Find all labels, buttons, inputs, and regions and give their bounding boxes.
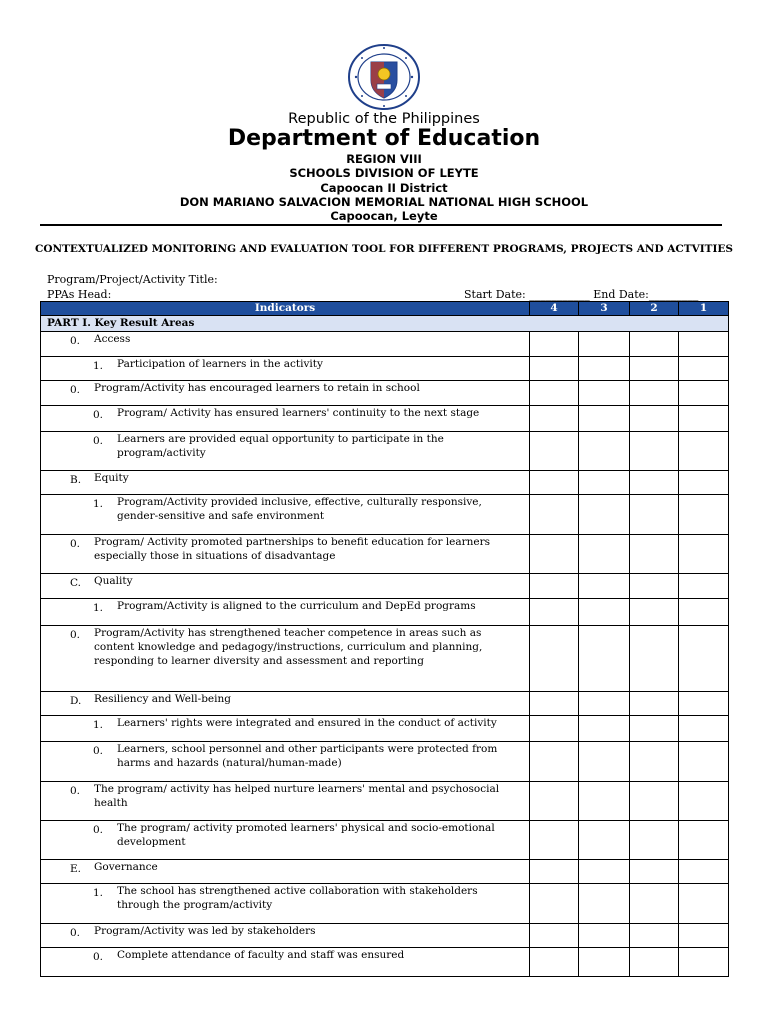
indicator-number: 0. [70,629,81,641]
indicator-cell [41,332,530,357]
evaluation-table [40,301,729,977]
indicator-text: Program/Activity has strengthened teacher competence in areas such as content knowledge and pedagogy/instructions, curriculum and planning, responding to learner diversity and assessment and reporting [94,627,483,667]
town-heading: Capoocan, Leyte [330,209,438,223]
indicator-row [41,599,729,626]
indicator-text: Program/ Activity promoted partnerships to benefit education for learners especially those in situations of disadvantage [94,536,491,562]
score-cell-1[interactable] [679,535,729,574]
indicator-row [41,626,729,692]
score-cell-3[interactable] [579,406,630,432]
score-cell-1[interactable] [679,599,729,626]
indicator-number: 0. [70,384,81,396]
score-cell-1[interactable] [679,924,729,948]
score-cell-3[interactable] [579,471,630,495]
indicator-text: Learners' rights were integrated and ensured in the conduct of activity [117,717,497,729]
score-cell-3[interactable] [579,782,630,821]
indicator-number: 0. [70,927,81,939]
score-cell-3[interactable] [579,357,630,381]
score-cell-2[interactable] [630,948,679,977]
indicator-row [41,924,729,948]
score-cell-1[interactable] [679,782,729,821]
score-cell-2[interactable] [630,406,679,432]
indicator-number: 0. [93,409,104,421]
score-cell-1[interactable] [679,432,729,471]
indicator-cell [41,860,530,884]
score-cell-2[interactable] [630,860,679,884]
indicator-cell [41,716,530,742]
indicator-cell [41,432,530,471]
score-cell-3[interactable] [579,860,630,884]
score-cell-2[interactable] [630,495,679,535]
indicator-row [41,948,729,977]
score-cell-1[interactable] [679,692,729,716]
score-cell-2[interactable] [630,716,679,742]
indicator-row [41,495,729,535]
score-cell-2[interactable] [630,924,679,948]
indicator-cell [41,884,530,924]
indicator-number: 0. [70,538,81,550]
indicator-row [41,357,729,381]
division-heading: SCHOOLS DIVISION OF LEYTE [289,166,479,180]
department-heading: Department of Education [227,126,541,151]
score-cell-1[interactable] [679,406,729,432]
indicator-text: The program/ activity promoted learners' physical and socio-emotional development [117,822,495,848]
indicator-text: The school has strengthened active collaboration with stakeholders through the program/activity [117,885,478,911]
indicator-cell [41,821,530,860]
score-cell-3[interactable] [579,332,630,357]
indicator-number: 1. [93,719,104,731]
score-cell-2[interactable] [630,432,679,471]
score-cell-4[interactable] [530,599,579,626]
region-heading: REGION VIII [346,152,422,166]
indicator-cell [41,599,530,626]
score-cell-2[interactable] [630,626,679,692]
score-cell-1[interactable] [679,716,729,742]
indicator-text: Equity [94,472,129,484]
indicator-cell [41,535,530,574]
indicator-row [41,381,729,406]
score-cell-4[interactable] [530,884,579,924]
score-cell-1[interactable] [679,626,729,692]
score-cell-3[interactable] [579,742,630,782]
part-label: PART I. Key Result Areas [41,316,729,332]
indicator-text: Program/Activity is aligned to the curriculum and DepEd programs [117,600,476,612]
score-cell-4[interactable] [530,574,579,599]
indicator-text: Program/Activity has encouraged learners to retain in school [94,382,420,394]
score-cell-4[interactable] [530,626,579,692]
date-fields [464,288,698,301]
score-cell-1[interactable] [679,357,729,381]
score-cell-2[interactable] [630,599,679,626]
score-cell-2[interactable] [630,535,679,574]
indicator-cell [41,381,530,406]
indicators-header: Indicators [41,302,530,316]
score-cell-2[interactable] [630,357,679,381]
indicator-text: The program/ activity has helped nurture learners' mental and psychosocial health [94,783,500,809]
district-heading: Capoocan II District [320,181,448,195]
score-cell-2[interactable] [630,782,679,821]
score-cell-3[interactable] [579,432,630,471]
score-cell-4[interactable] [530,381,579,406]
indicator-text: Program/Activity provided inclusive, effective, culturally responsive, gender-sensitive and safe environment [117,496,482,522]
indicator-row [41,406,729,432]
indicator-text: Resiliency and Well-being [94,693,231,705]
ppa-title-label: Program/Project/Activity Title: [47,273,218,286]
header-divider [40,224,722,226]
indicator-text: Program/Activity was led by stakeholders [94,925,316,937]
score-cell-4[interactable] [530,535,579,574]
score-cell-4[interactable] [530,357,579,381]
indicator-cell [41,626,530,692]
table-header-row [41,302,729,316]
indicator-cell [41,471,530,495]
score-cell-4[interactable] [530,860,579,884]
score-cell-1[interactable] [679,821,729,860]
score-cell-2[interactable] [630,471,679,495]
deped-seal-logo [347,44,421,110]
score-cell-2[interactable] [630,574,679,599]
indicator-number: 0. [93,951,104,963]
indicator-text: Learners are provided equal opportunity to participate in the program/activity [117,433,444,459]
indicator-cell [41,924,530,948]
score-cell-4[interactable] [530,432,579,471]
indicator-row [41,432,729,471]
score-cell-1[interactable] [679,471,729,495]
score-header-4: 4 [530,302,579,316]
score-cell-1[interactable] [679,860,729,884]
indicator-text: Participation of learners in the activity [117,358,323,370]
score-cell-1[interactable] [679,332,729,357]
score-cell-3[interactable] [579,948,630,977]
score-cell-3[interactable] [579,924,630,948]
indicator-number: B. [70,474,82,486]
school-heading: DON MARIANO SALVACION MEMORIAL NATIONAL HIGH SCHOOL [179,195,589,209]
indicator-cell [41,406,530,432]
score-cell-1[interactable] [679,574,729,599]
score-cell-4[interactable] [530,948,579,977]
score-cell-2[interactable] [630,332,679,357]
indicator-cell [41,782,530,821]
indicator-number: 0. [70,335,81,347]
indicator-cell [41,574,530,599]
start-date-label: Start Date: ___________ [464,288,590,301]
score-cell-3[interactable] [579,381,630,406]
indicator-cell [41,692,530,716]
score-cell-4[interactable] [530,332,579,357]
score-cell-3[interactable] [579,574,630,599]
score-cell-2[interactable] [630,692,679,716]
indicator-row [41,884,729,924]
score-cell-4[interactable] [530,821,579,860]
indicator-number: C. [70,577,81,589]
score-cell-1[interactable] [679,948,729,977]
end-date-label: End Date:_________ [593,288,699,301]
indicator-number: 0. [93,745,104,757]
score-cell-4[interactable] [530,716,579,742]
score-cell-3[interactable] [579,716,630,742]
score-cell-3[interactable] [579,626,630,692]
score-cell-3[interactable] [579,599,630,626]
score-cell-1[interactable] [679,381,729,406]
score-cell-4[interactable] [530,692,579,716]
score-cell-4[interactable] [530,471,579,495]
score-cell-3[interactable] [579,884,630,924]
indicator-row [41,821,729,860]
indicator-row [41,535,729,574]
score-cell-4[interactable] [530,742,579,782]
indicator-number: 0. [70,785,81,797]
republic-heading: Republic of the Philippines [288,111,480,127]
indicator-number: D. [70,695,82,707]
indicator-row [41,782,729,821]
part-row [41,316,729,332]
score-cell-2[interactable] [630,821,679,860]
score-cell-2[interactable] [630,381,679,406]
indicator-text: Learners, school personnel and other participants were protected from harms and hazards (natural/human-made) [117,743,498,769]
indicator-row [41,742,729,782]
indicator-number: 0. [93,435,104,447]
score-header-3: 3 [579,302,630,316]
indicator-text: Quality [94,575,133,587]
indicator-row [41,692,729,716]
score-header-2: 2 [630,302,679,316]
score-cell-3[interactable] [579,495,630,535]
score-cell-1[interactable] [679,884,729,924]
indicator-row [41,332,729,357]
indicator-cell [41,742,530,782]
indicator-number: 1. [93,602,104,614]
score-cell-4[interactable] [530,782,579,821]
score-cell-4[interactable] [530,406,579,432]
indicator-text: Complete attendance of faculty and staff was ensured [117,949,405,961]
indicator-text: Access [94,333,131,345]
indicator-number: E. [70,863,82,875]
indicator-number: 1. [93,498,104,510]
indicator-row [41,716,729,742]
indicator-cell [41,495,530,535]
indicator-number: 0. [93,824,104,836]
score-cell-3[interactable] [579,692,630,716]
score-header-1: 1 [679,302,729,316]
indicator-row [41,471,729,495]
score-cell-4[interactable] [530,495,579,535]
indicator-row [41,574,729,599]
score-cell-4[interactable] [530,924,579,948]
score-cell-3[interactable] [579,535,630,574]
indicator-text: Governance [94,861,158,873]
indicator-text: Program/ Activity has ensured learners' continuity to the next stage [117,407,480,419]
score-cell-2[interactable] [630,884,679,924]
score-cell-3[interactable] [579,821,630,860]
ppa-head-label: PPAs Head: [47,288,112,301]
indicator-cell [41,357,530,381]
indicator-number: 1. [93,360,104,372]
score-cell-1[interactable] [679,742,729,782]
score-cell-2[interactable] [630,742,679,782]
indicator-row [41,860,729,884]
score-cell-1[interactable] [679,495,729,535]
indicator-number: 1. [93,887,104,899]
indicator-cell [41,948,530,977]
tool-title: CONTEXTUALIZED MONITORING AND EVALUATION TOOL FOR DIFFERENT PROGRAMS, PROJECTS AND ACTVITIES [35,243,733,255]
